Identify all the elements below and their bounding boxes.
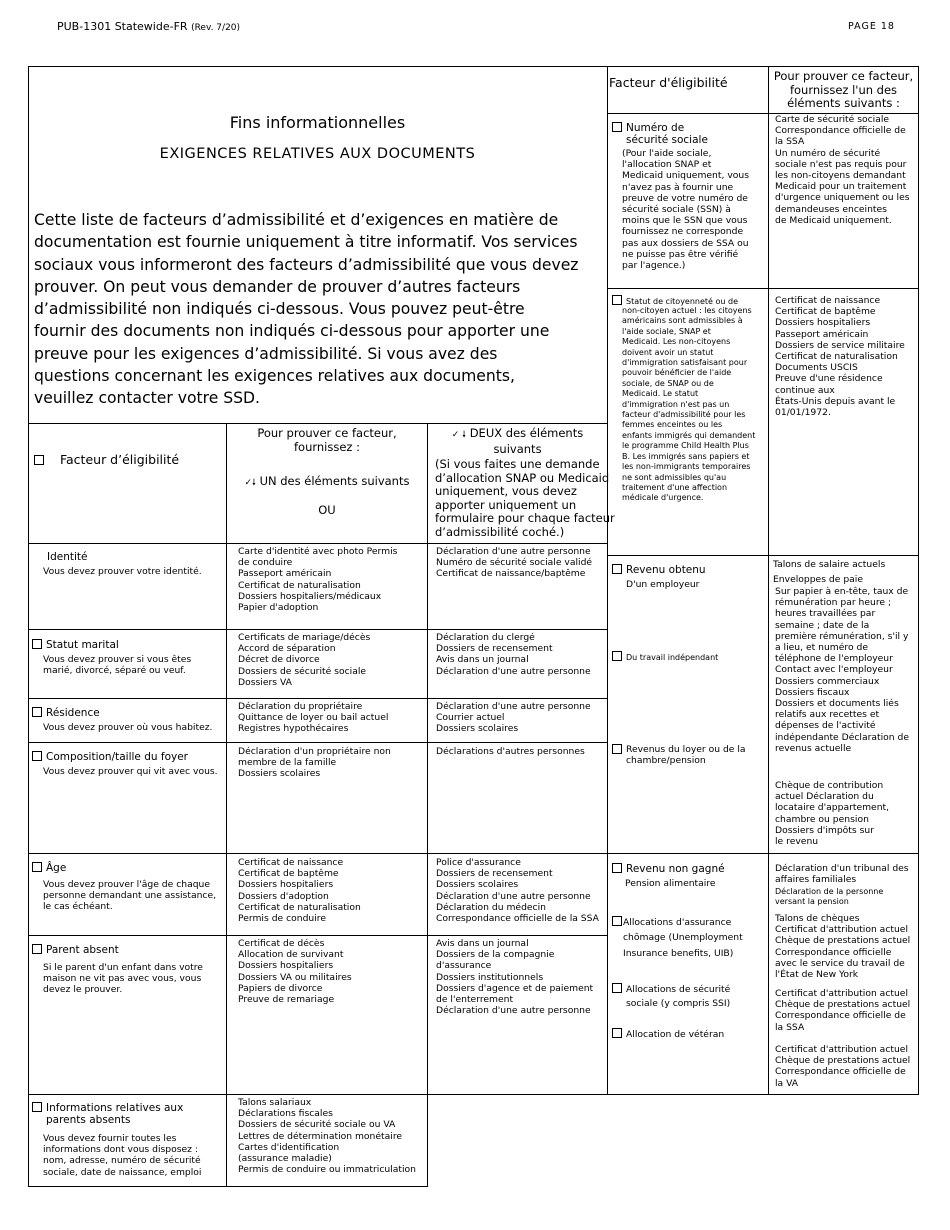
factor-earned: Revenu obtenu [612, 564, 706, 576]
row5-one: Certificat de décès Allocation de survivant Dossiers hospitaliers Dossiers VA ou militaires Papiers de divorce Preuve de remariage [238, 938, 352, 1006]
checkbox-icon[interactable] [612, 564, 622, 574]
checkbox-icon[interactable] [32, 707, 42, 717]
row4-two: Police d'assurance Dossiers de recensement Dossiers scolaires Déclaration d'une autre personne Déclaration du médecin Correspondance officielle de la SSA [436, 857, 599, 925]
row5-two: Avis dans un journal Dossiers de la compagnie d'assurance Dossiers institutionnels Dossiers d'agence et de paiement de l'enterrement Déclaration d'une autre personne [436, 938, 594, 1017]
checkbox-icon[interactable] [612, 122, 622, 132]
factor-header: Facteur d’éligibilité [34, 452, 179, 467]
earned-docs3: Sur papier à en-tête, taux de rémunération par heure ; heures travaillées par semaine ; date de la première rémunération, s'il y a lieu, et numéro de téléphone de l'employeur Contact avec l'employeur Dossiers commerciaux Dossiers fiscaux Dossiers et documents liés relatifs aux recettes et dépenses de l'activité indépendante Déclaration de revenus actuelle [775, 586, 909, 754]
form-id: PUB-1301 Statewide-FR (Rev. 7/20) [57, 20, 241, 33]
earned-sub2: Du travail indépendant [612, 651, 718, 663]
factor-age: Âge [32, 862, 66, 874]
unearned-sub3: Allocations de sécurité sociale (y compris SSI) [612, 983, 730, 1011]
factor-identite-desc: Vous devez prouver votre identité. [43, 566, 202, 577]
col3-note: (Si vous faites une demande d’allocation SNAP ou Medicaid uniquement, vous devez apporter uniquement un formulaire pour chaque facteur d’admissibilité coché.) [435, 457, 615, 539]
checkbox-icon[interactable] [612, 744, 622, 754]
intro-title: Fins informationnelles [229, 113, 406, 132]
unearned-sub4: Allocation de vétéran [612, 1028, 724, 1040]
intro-subtitle: EXIGENCES RELATIVES AUX DOCUMENTS [159, 146, 476, 162]
earned-docs1: Talons de salaire actuels [773, 559, 886, 570]
intro-paragraph: Cette liste de facteurs d’admissibilité et d’exigences en matière de documentation est fournie uniquement à titre informatif. Vos services sociaux vous informeront des facteurs d’admissibilité que vous devez prouver. On peut vous demander de prouver d’autres facteurs d’admissibilité non indiqués ci-dessous. Vous pouvez peut-être fournir des documents non indiqués ci-dessous pour apporter une preuve pour les exigences d’admissibilité. Si vous avez des questions concernant les exigences relatives aux documents, veuillez contacter votre SSD. [34, 211, 579, 408]
earned-docs2: Enveloppes de paie [773, 574, 863, 585]
row2-one: Déclaration du propriétaire Quittance de loyer ou bail actuel Registres hypothécaires [238, 701, 389, 735]
row6-one: Talons salariaux Déclarations fiscales Dossiers de sécurité sociale ou VA Lettres de détermination monétaire Cartes d'identification (assurance maladie) Permis de conduire ou immatriculation [238, 1097, 416, 1176]
checkbox-icon[interactable] [32, 944, 42, 954]
checkbox-icon[interactable] [612, 863, 622, 873]
right-col1-header: Facteur d'éligibilité [609, 75, 728, 90]
check-arrow-icon: ✓ 🠗 [451, 430, 467, 440]
factor-info-parents: Informations relatives aux parents absents [32, 1102, 183, 1127]
checkbox-icon[interactable] [32, 639, 42, 649]
check-arrow-icon: ✓🠗 [244, 478, 256, 488]
row0-one: Carte d'identité avec photo Permis de conduire Passeport américain Certificat de naturalisation Dossiers hospitaliers/médicaux Papier d'adoption [238, 546, 398, 614]
factor-residence: Résidence [32, 707, 100, 719]
citizenship-docs: Certificat de naissance Certificat de baptême Dossiers hospitaliers Passeport américain Dossiers de service militaire Certificat de naturalisation Documents USCIS Preuve d'une résidence continue aux États-Unis depuis avant le 01/01/1972. [775, 295, 905, 419]
unearned-docs2: Talons de chèques Certificat d'attribution actuel Chèque de prestations actuel Correspondance officielle avec le service du travail de l'État de New York [775, 913, 911, 981]
checkbox-icon[interactable] [34, 455, 44, 465]
row4-one: Certificat de naissance Certificat de baptême Dossiers hospitaliers Dossiers d'adoption Certificat de naturalisation Permis de conduire [238, 857, 361, 925]
factor-ssn-desc: (Pour l'aide sociale, l'allocation SNAP et Medicaid uniquement, vous n'avez pas à fournir une preuve de votre numéro de sécurité sociale (SSN) à moins que le SSN que vous fournissez ne corresponde pas aux dossiers de SSA ou ne puisse pas être vérifié par l'agence.) [622, 148, 749, 272]
checkbox-icon[interactable] [32, 751, 42, 761]
factor-age-desc: Vous devez prouver l'âge de chaque personne demandant une assistance, le cas échéant. [43, 879, 217, 913]
page-number: PAGE 18 [848, 21, 895, 32]
factor-composition: Composition/taille du foyer [32, 751, 188, 763]
factor-identite: Identité [47, 551, 88, 563]
ssn-docs: Carte de sécurité sociale Correspondance officielle de la SSA Un numéro de sécurité sociale n'est pas requis pour les non-citoyens demandant Medicaid pour un traitement d'urgence uniquement ou les demandeuses enceintes de Medicaid uniquement. [775, 114, 910, 226]
checkbox-icon[interactable] [612, 916, 622, 926]
row1-one: Certificats de mariage/décès Accord de séparation Décret de divorce Dossiers de sécurité sociale Dossiers VA [238, 632, 371, 688]
unearned-sub1: Pension alimentaire [625, 878, 716, 889]
unearned-docs4: Certificat d'attribution actuel Chèque de prestations actuel Correspondance officielle de la VA [775, 1044, 911, 1089]
factor-unearned: Revenu non gagné [612, 863, 725, 875]
earned-sub1: D'un employeur [626, 579, 700, 590]
checkbox-icon[interactable] [612, 295, 622, 305]
factor-residence-desc: Vous devez prouver où vous habitez. [43, 722, 213, 733]
factor-citizenship: Statut de citoyenneté ou de [612, 295, 738, 307]
factor-statut-marital: Statut marital [32, 639, 119, 651]
checkbox-icon[interactable] [612, 983, 622, 993]
unearned-docs1: Déclaration d'un tribunal des affaires familiales [775, 863, 909, 886]
factor-parent-absent-desc: Si le parent d'un enfant dans votre maison ne vit pas avec vous, vous devez le prouver. [43, 962, 203, 996]
row1-two: Déclaration du clergé Dossiers de recensement Avis dans un journal Déclaration d'une autre personne [436, 632, 591, 677]
factor-composition-desc: Vous devez prouver qui vit avec vous. [43, 766, 218, 777]
unearned-sub2: Allocations d'assurance chômage (Unemployment Insurance benefits, UIB) [612, 915, 743, 961]
factor-parent-absent: Parent absent [32, 944, 119, 956]
factor-citizenship-desc: non-citoyen actuel : les citoyens américains sont admissibles à l'aide sociale, SNAP et Medicaid. Les non-citoyens doivent avoir un statut d'immigration satisfaisant pour pouvoir bénéficier de l'aide sociale, de SNAP ou de Medicaid. Le statut d'immigration n'est pas un facteur d'admissibilité pour les femmes enceintes ou les enfants immigrés qui demandent le programme Child Health Plus B. Les immigrés sans papiers et les non-immigrants temporaires ne sont admissibles qu'au traitement d'une affection médicale d'urgence. [622, 306, 756, 503]
checkbox-icon[interactable] [612, 651, 622, 661]
checkbox-icon[interactable] [612, 1028, 622, 1038]
unearned-docs1b: Déclaration de la personne versant la pension [775, 887, 884, 907]
factor-statut-marital-desc: Vous devez prouver si vous êtes marié, divorcé, séparé ou veuf. [43, 654, 192, 677]
row3-two: Déclarations d'autres personnes [436, 746, 585, 757]
factor-info-parents-desc: Vous devez fournir toutes les informations dont vous disposez : nom, adresse, numéro de sécurité sociale, date de naissance, emploi [43, 1133, 202, 1178]
col3-header: ✓ 🠗 DEUX des éléments suivants [451, 426, 584, 456]
checkbox-icon[interactable] [32, 1102, 42, 1112]
row0-two: Déclaration d'une autre personne Numéro de sécurité sociale validé Certificat de naissance/baptême [436, 546, 593, 580]
right-col2-header: Pour prouver ce facteur, fournissez l'un des éléments suivants : [773, 69, 914, 110]
checkbox-icon[interactable] [32, 862, 42, 872]
col2-sub: ✓🠗 UN des éléments suivants [244, 474, 410, 488]
row2-two: Déclaration d'une autre personne Courrier actuel Dossiers scolaires [436, 701, 591, 735]
factor-ssn: Numéro de sécurité sociale [612, 122, 708, 147]
col2-or: OU [318, 503, 336, 517]
row3-one: Déclaration d'un propriétaire non membre de la famille Dossiers scolaires [238, 746, 391, 780]
col2-header: Pour prouver ce facteur, fournissez : [257, 426, 397, 454]
unearned-docs3: Certificat d'attribution actuel Chèque de prestations actuel Correspondance officielle de la SSA [775, 988, 911, 1033]
earned-docs4: Chèque de contribution actuel Déclaration du locataire d'appartement, chambre ou pension Dossiers d'impôts sur le revenu [775, 780, 890, 848]
earned-sub3: Revenus du loyer ou de la chambre/pension [612, 744, 746, 766]
